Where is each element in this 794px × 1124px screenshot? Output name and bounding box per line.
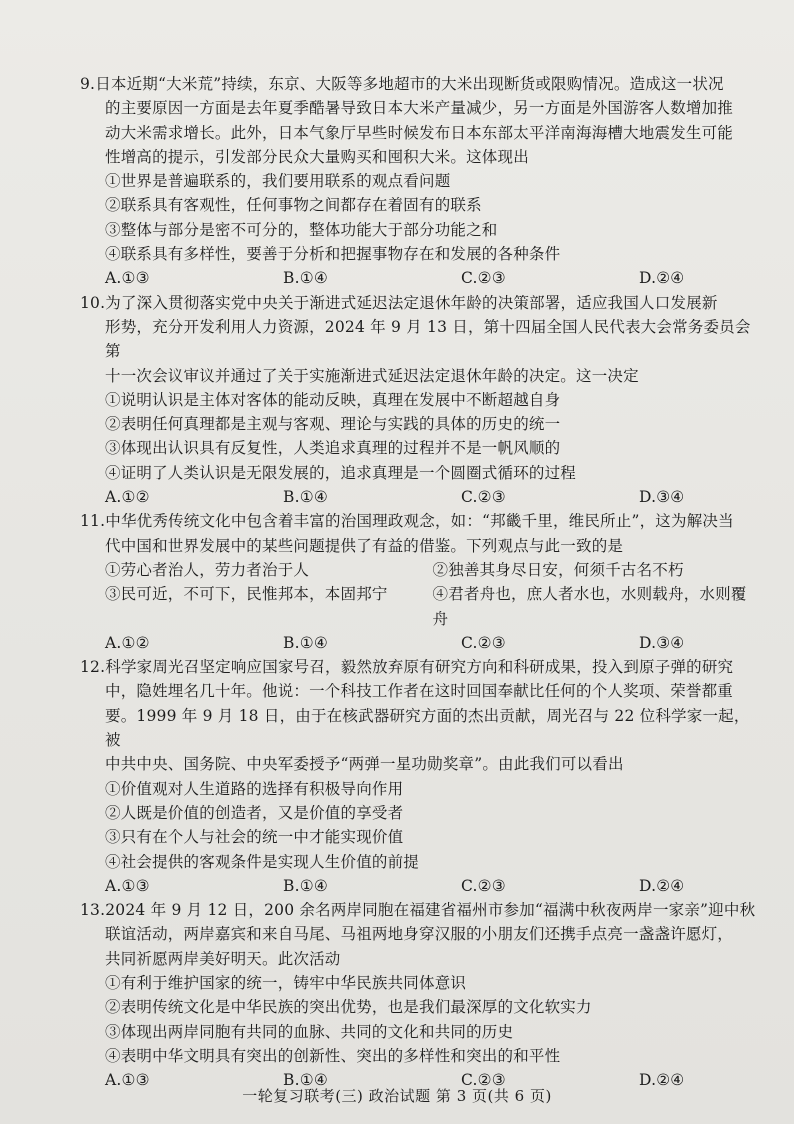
question-10-stem-line-3: 十一次会议审议并通过了关于实施渐进式延迟法定退休年龄的决定。这一决定 bbox=[105, 366, 639, 385]
question-10-option-2: ②表明任何真理都是主观与客观、理论与实践的具体的历史的统一 bbox=[105, 415, 561, 434]
question-12-option-1: ①价值观对人生道路的选择有积极导向作用 bbox=[105, 779, 404, 798]
question-10-option-4: ④证明了人类认识是无限发展的，追求真理是一个圆圈式循环的过程 bbox=[105, 463, 577, 482]
question-12-stem-line-2: 中，隐姓埋名几十年。他说：一个科技工作者在这时回国奉献比任何的个人奖项、荣誉都重 bbox=[105, 682, 734, 701]
question-13-option-1: ①有利于维护国家的统一，铸牢中华民族共同体意识 bbox=[105, 973, 467, 992]
question-9-option-4: ④联系具有多样性，要善于分析和把握事物存在和发展的各种条件 bbox=[105, 245, 561, 264]
question-13-stem-line-3: 共同祈愿两岸美好明天。此次活动 bbox=[105, 949, 341, 968]
question-9-stem-line-3: 动大米需求增长。此外，日本气象厅早些时候发布日本东部太平洋南海海槽大地震发生可能 bbox=[105, 123, 734, 142]
question-12-option-2: ②人既是价值的创造者，又是价值的享受者 bbox=[105, 803, 404, 822]
question-9-option-3: ③整体与部分是密不可分的，整体功能大于部分功能之和 bbox=[105, 220, 498, 239]
question-11-choices bbox=[80, 631, 760, 655]
question-11-option-row-1 bbox=[80, 558, 760, 582]
question-12 bbox=[80, 655, 760, 898]
question-13-option-2: ②表明传统文化是中华民族的突出优势，也是我们最深厚的文化软实力 bbox=[105, 998, 592, 1017]
question-12-option-3: ③只有在个人与社会的统一中才能实现价值 bbox=[105, 828, 404, 847]
choice-a: A.①③ bbox=[105, 269, 150, 288]
question-11-stem-line-2: 代中国和世界发展中的某些问题提供了有益的借鉴。下列观点与此一致的是 bbox=[105, 536, 624, 555]
question-12-option-4: ④社会提供的客观条件是实现人生价值的前提 bbox=[105, 852, 420, 871]
choice-d: D.③④ bbox=[639, 488, 685, 507]
question-13-stem-line-2: 联谊活动，两岸嘉宾和来自马尾、马祖两地身穿汉服的小朋友们还携手点亮一盏盏许愿灯， bbox=[105, 925, 734, 944]
question-10-option-1: ①说明认识是主体对客体的能动反映，真理在发展中不断超越自身 bbox=[105, 390, 561, 409]
question-10-option-3: ③体现出认识具有反复性，人类追求真理的过程并不是一帆风顺的 bbox=[105, 439, 561, 458]
choice-a: A.①③ bbox=[105, 1071, 150, 1090]
question-10-choices bbox=[80, 485, 760, 509]
question-11-option-2: ②独善其身尽日安，何须千古名不朽 bbox=[432, 560, 684, 579]
choice-d: D.②④ bbox=[639, 1071, 685, 1090]
choice-c: C.②③ bbox=[461, 488, 506, 507]
choice-a: A.①③ bbox=[105, 876, 150, 895]
question-10 bbox=[80, 291, 760, 510]
choice-a: A.①② bbox=[105, 488, 150, 507]
question-9-stem-line-4: 性增高的提示，引发部分民众大量购买和囤积大米。这体现出 bbox=[105, 147, 529, 166]
question-12-stem-line-3: 要。1999 年 9 月 18 日，由于在核武器研究方面的杰出贡献，周光召与 22 位科学家一起，被 bbox=[105, 706, 750, 750]
choice-b: B.①④ bbox=[283, 876, 328, 895]
choice-c: C.②③ bbox=[461, 269, 506, 288]
choice-c: C.②③ bbox=[461, 1071, 506, 1090]
question-11-stem-line-1: 11.中华优秀传统文化中包含着丰富的治国理政观念，如：“邦畿千里，维民所止”，这为解决当 bbox=[80, 512, 734, 531]
question-12-stem-line-1: 12.科学家周光召坚定响应国家号召，毅然放弃原有研究方向和科研成果，投入到原子弹的研究 bbox=[80, 658, 734, 677]
exam-content bbox=[80, 72, 760, 1092]
question-12-choices bbox=[80, 874, 760, 898]
choice-d: D.②④ bbox=[639, 876, 685, 895]
question-11-option-3: ③民可近，不可下，民惟邦本，本固邦宁 bbox=[105, 585, 388, 604]
question-11 bbox=[80, 509, 760, 655]
question-10-stem-line-2: 形势，充分开发利用人力资源，2024 年 9 月 13 日，第十四届全国人民代表大会常务委员会第 bbox=[105, 317, 751, 361]
question-9-choices bbox=[80, 266, 760, 290]
choice-d: D.③④ bbox=[639, 633, 685, 652]
question-11-option-1: ①劳心者治人，劳力者治于人 bbox=[105, 560, 310, 579]
question-10-stem-line-1: 10.为了深入贯彻落实党中央关于渐进式延迟法定退休年龄的决策部署，适应我国人口发展新 bbox=[80, 293, 718, 312]
question-11-option-4: ④君者舟也，庶人者水也，水则载舟，水则覆舟 bbox=[432, 585, 747, 628]
choice-b: B.①④ bbox=[283, 633, 328, 652]
choice-b: B.①④ bbox=[283, 1071, 328, 1090]
choice-b: B.①④ bbox=[283, 488, 328, 507]
question-9-stem-line-2: 的主要原因一方面是去年夏季酷暑导致日本大米产量减少，另一方面是外国游客人数增加推 bbox=[105, 99, 734, 118]
question-13-option-4: ④表明中华文明具有突出的创新性、突出的多样性和突出的和平性 bbox=[105, 1046, 561, 1065]
choice-a: A.①② bbox=[105, 633, 150, 652]
question-12-stem-line-4: 中共中央、国务院、中央军委授予“两弹一星功勋奖章”。由此我们可以看出 bbox=[105, 755, 624, 774]
question-13-option-3: ③体现出两岸同胞有共同的血脉、共同的文化和共同的历史 bbox=[105, 1022, 514, 1041]
question-9-stem-line-1: 9.日本近期“大米荒”持续，东京、大阪等多地超市的大米出现断货或限购情况。造成这一状况 bbox=[80, 75, 724, 93]
question-13-stem-line-1: 13.2024 年 9 月 12 日，200 余名两岸同胞在福建省福州市参加“福满中秋夜两岸一家亲”迎中秋 bbox=[80, 901, 756, 920]
question-11-option-row-2 bbox=[80, 582, 760, 631]
question-13 bbox=[80, 898, 760, 1092]
choice-c: C.②③ bbox=[461, 633, 506, 652]
question-9-option-2: ②联系具有客观性，任何事物之间都存在着固有的联系 bbox=[105, 196, 482, 215]
question-9-option-1: ①世界是普遍联系的，我们要用联系的观点看问题 bbox=[105, 172, 451, 191]
choice-b: B.①④ bbox=[283, 269, 328, 288]
page-footer: 一轮复习联考(三) 政治试题 第 3 页(共 6 页) bbox=[242, 1087, 552, 1105]
choice-c: C.②③ bbox=[461, 876, 506, 895]
question-9 bbox=[80, 72, 760, 291]
choice-d: D.②④ bbox=[639, 269, 685, 288]
